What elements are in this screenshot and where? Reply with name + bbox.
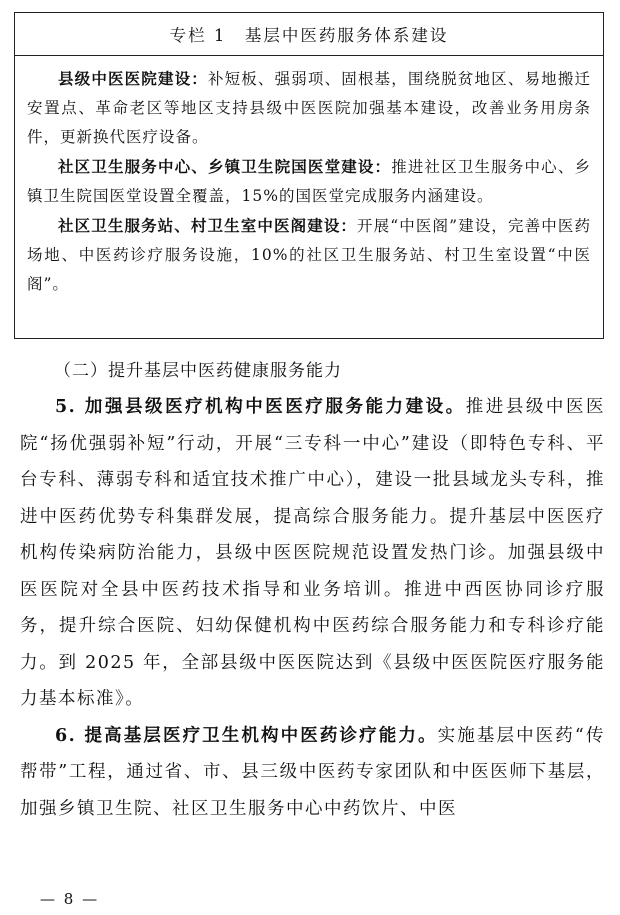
box-item-text: 推进社区卫生服务中心、乡镇卫生院国医堂设置全覆盖，15%的国医堂完成服务内涵建设。 xyxy=(27,158,591,205)
box-item-label: 社区卫生服务站、村卫生室中医阁建设： xyxy=(58,216,358,235)
paragraph-label: 6. 提高基层医疗卫生机构中医药诊疗能力。 xyxy=(55,725,438,746)
paragraph xyxy=(20,389,605,718)
box-item-label: 社区卫生服务中心、乡镇卫生院国医堂建设： xyxy=(58,157,392,176)
box-item xyxy=(27,211,591,299)
paragraph xyxy=(20,718,605,828)
page-number: — 8 — xyxy=(40,890,100,908)
box-item xyxy=(27,152,591,211)
paragraph-text: 实施基层中医药“传帮带”工程，通过省、市、县三级中医药专家团队和中医医师下基层，加强乡镇卫生院、社区卫生服务中心中药饮片、中医 xyxy=(20,725,605,819)
box-item-text: 开展“中医阁”建设，完善中医药场地、中医药诊疗服务设施，10%的社区卫生服务站、村卫生室设置“中医阁”。 xyxy=(27,217,591,293)
box-item-label: 县级中医医院建设： xyxy=(58,69,208,88)
box-item-text: 补短板、强弱项、固根基，围绕脱贫地区、易地搬迁安置点、革命老区等地区支持县级中医医院加强基本建设，改善业务用房条件，更新换代医疗设备。 xyxy=(27,70,591,146)
main-content xyxy=(20,355,605,827)
section-subheading: （二）提升基层中医药健康服务能力 xyxy=(54,361,342,381)
feature-box xyxy=(14,12,604,339)
paragraph-text: 推进县级中医医院“扬优强弱补短”行动，开展“三专科一中心”建设（即特色专科、平台专科、薄弱专科和适宜技术推广中心），建设一批县域龙头专科，推进中医药优势专科集群发展，提高综合服务能力。提升基层中医医疗机构传染病防治能力，县级中医医院规范设置发热门诊。加强县级中医医院对全县中医药技术指导和业务培训。推进中西医协同诊疗服务，提升综合医院、妇幼保健机构中医药综合服务能力和专科诊疗能力。到 2025 年，全部县级中医医院达到《县级中医医院医疗服务能力基本标准》。 xyxy=(20,397,605,709)
box-title: 专栏 1 基层中医药服务体系建设 xyxy=(15,13,603,56)
paragraph-label: 5. 加强县级医疗机构中医医疗服务能力建设。 xyxy=(55,397,466,417)
box-item xyxy=(27,64,591,152)
box-body xyxy=(15,56,603,299)
